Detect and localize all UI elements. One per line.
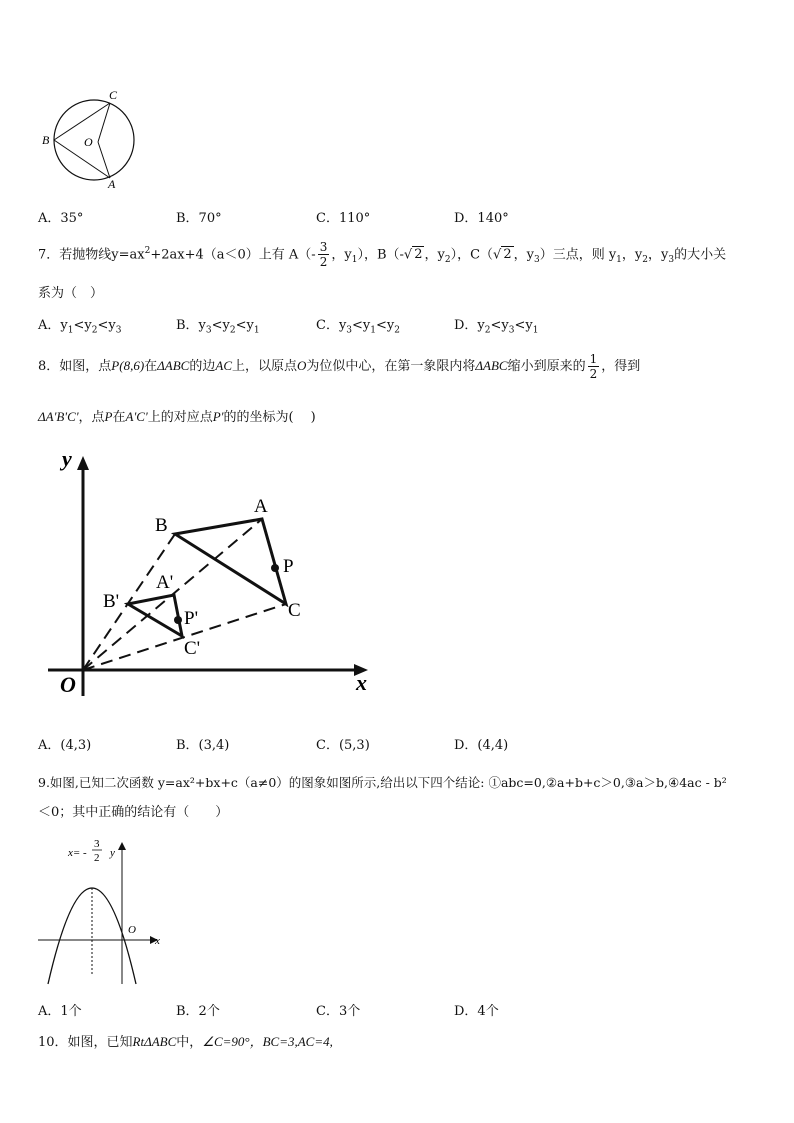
label-y: y — [110, 847, 115, 859]
q8-coordinate-figure — [40, 444, 380, 700]
q9-stem-line1: 9.如图,已知二次函数 y=ax²+bx+c（a≠0）的图象如图所示,给出以下四个结论: ①abc=0,②a+b+c＞0,③a＞b,④4ac - b² — [38, 775, 727, 790]
label-b: B — [155, 515, 168, 536]
q7-option-a: A．$y_1<y_2<y_3$ — [38, 318, 122, 336]
q9-parabola-figure — [36, 834, 170, 986]
label-axis-eq: x= - — [68, 847, 87, 859]
q10-stem: 10．如图，已知RtΔABC中，∠C=90°，BC=3,AC=4, — [38, 1034, 333, 1050]
q8-stem-line2: ΔA'B'C'，点P在A'C'上的对应点P'的的坐标为( ) — [38, 409, 316, 425]
q8-option-d: D．(4,4) — [454, 738, 509, 753]
q6-option-b: B．70° — [176, 211, 222, 226]
label-o: O — [84, 135, 93, 149]
label-frac-den: 2 — [94, 852, 100, 864]
q9-stem-line2: ＜0；其中正确的结论有（ ） — [38, 805, 229, 820]
circle-o — [54, 100, 134, 180]
q8-stem-line1: 8．如图，点P(8,6)在ΔABC的边AC上，以原点O为位似中心，在第一象限内将ΔABC缩小到原来的 $\frac{1}{2}$ ，得到 — [38, 352, 641, 381]
q8-option-c: C．(5,3) — [316, 738, 370, 753]
q6-option-d: D．140° — [454, 211, 509, 226]
segment-oc — [98, 103, 110, 142]
q7-option-d: D．$y_2<y_3<y_1$ — [454, 318, 539, 336]
label-c: C — [288, 600, 301, 621]
q9-option-a: A．1个 — [38, 1004, 82, 1019]
segment-ba — [54, 140, 110, 178]
q9-option-c: C．3个 — [316, 1004, 361, 1019]
y-axis-arrow — [77, 456, 89, 470]
q6-option-c: C．110° — [316, 211, 371, 226]
label-a-prime: A' — [156, 572, 174, 593]
label-x: x — [356, 670, 367, 695]
triangle-abc — [175, 519, 286, 604]
q7-fraction: $\frac{3}{2}$ — [319, 240, 328, 270]
q6-option-a: A．35° — [38, 211, 84, 226]
q9-option-b: B．2个 — [176, 1004, 220, 1019]
q6-circle-figure — [38, 86, 148, 192]
segment-bc — [54, 103, 110, 140]
q8-fraction: $\frac{1}{2}$ — [589, 352, 598, 381]
q9-option-d: D．4个 — [454, 1004, 499, 1019]
label-b-prime: B' — [103, 591, 120, 612]
q7-option-c: C．$y_3<y_1<y_2$ — [316, 318, 400, 336]
label-origin: O — [60, 672, 76, 697]
q7-stem-line1: 7．若抛物线$y=ax^2+2ax+4(a<0)$上有 A（- $\frac{3}{2}$ ，$y_1$），B（-√ 2 ，$y_2$），C（√ 2 ，$y_3$）三点，则 $y_1$，$y_2$，$y_3$的大小关 — [38, 240, 727, 270]
q8-option-b: B．(3,4) — [176, 738, 230, 753]
label-frac-num: 3 — [94, 838, 100, 850]
label-a: A — [254, 496, 268, 517]
label-x: x — [155, 935, 160, 947]
label-c-prime: C' — [184, 638, 201, 659]
q8-option-a: A．(4,3) — [38, 738, 92, 753]
label-b: B — [42, 133, 50, 147]
segment-oa — [98, 142, 110, 178]
label-c: C — [109, 88, 118, 102]
label-a: A — [108, 177, 116, 191]
label-p: P — [283, 556, 294, 577]
q7-option-b: B．$y_3<y_2<y_1$ — [176, 318, 260, 336]
point-p1 — [174, 616, 182, 624]
label-p-prime: P' — [184, 608, 198, 629]
label-o: O — [128, 924, 136, 936]
ray-ob — [83, 534, 175, 670]
point-p — [271, 564, 279, 572]
y-axis-arrow — [118, 842, 126, 850]
q7-stem-line2: 系为（ ） — [38, 286, 104, 301]
label-y: y — [62, 446, 72, 471]
triangle-a1b1c1 — [128, 595, 182, 636]
